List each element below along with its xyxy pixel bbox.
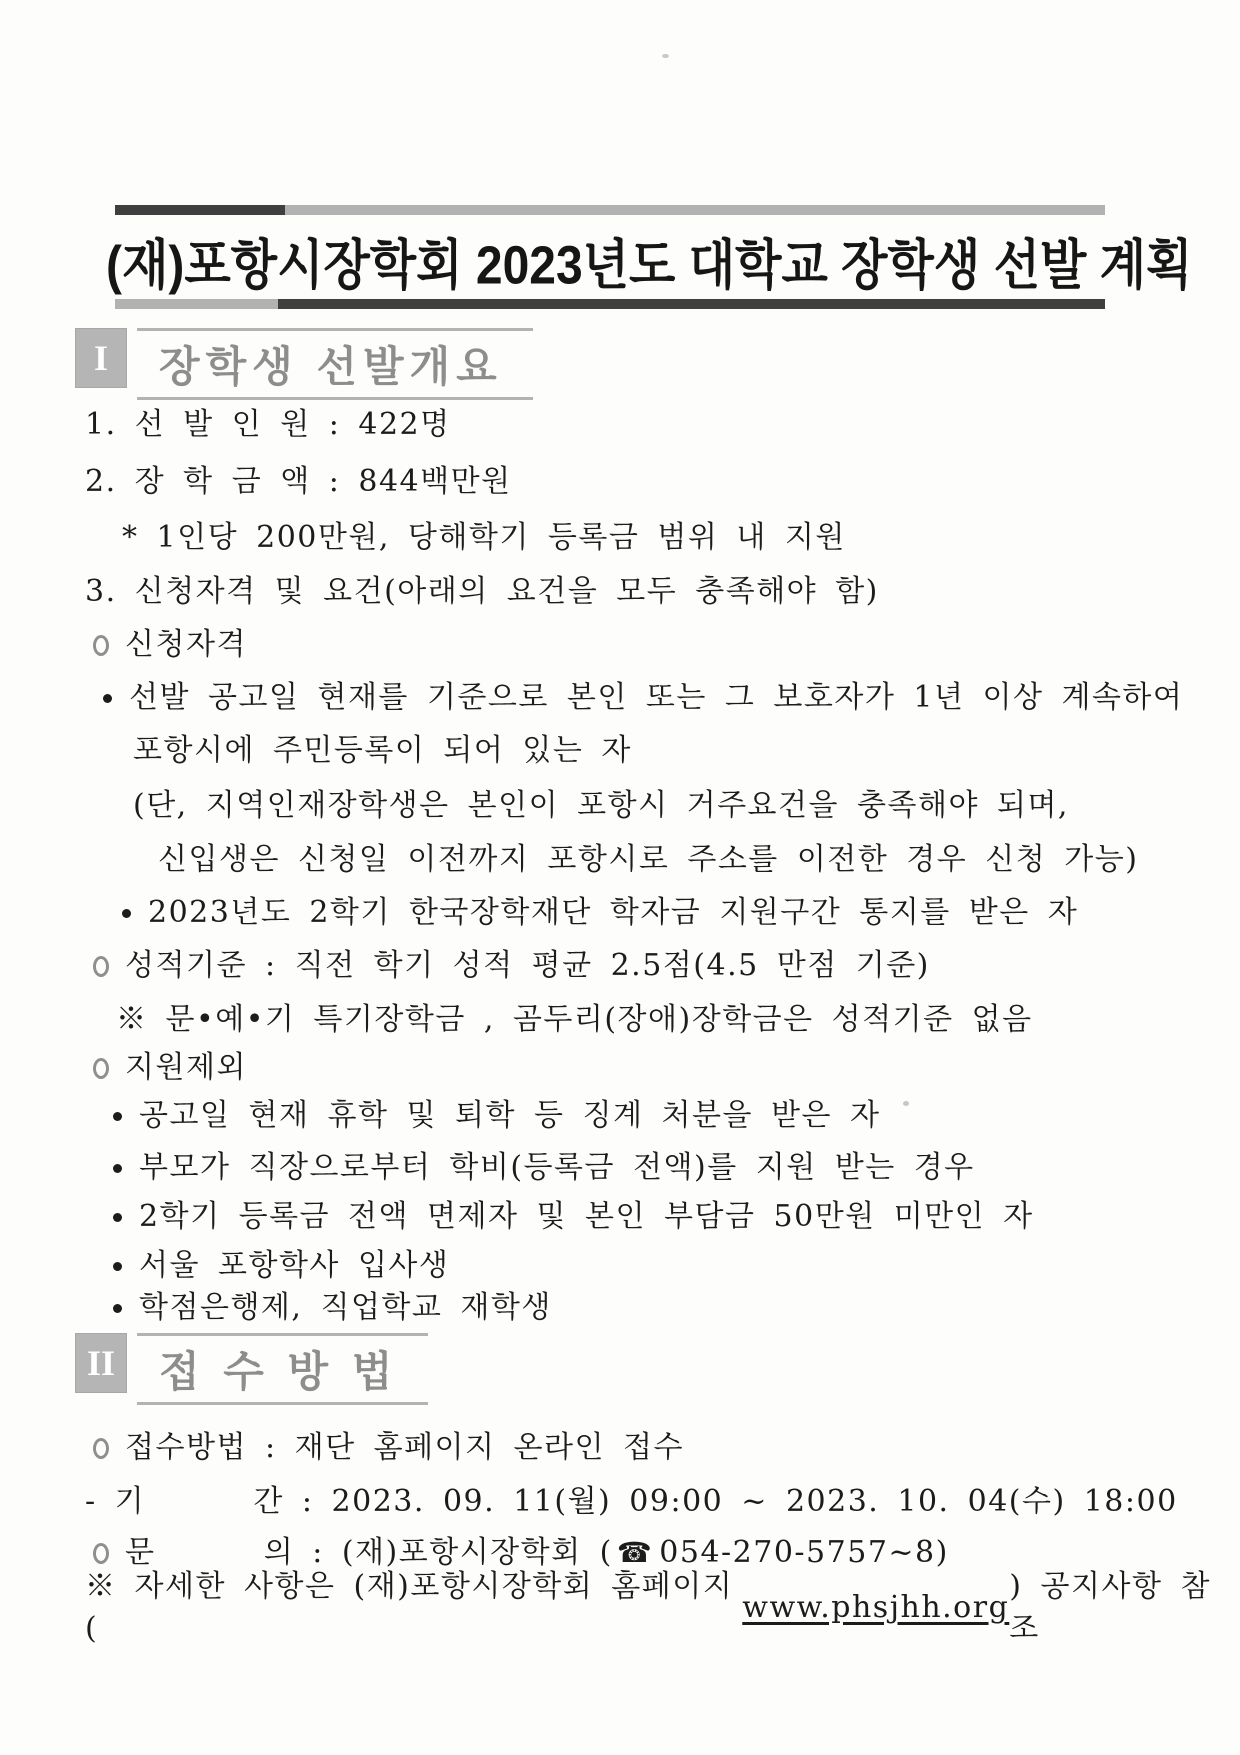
dot-bullet-icon xyxy=(113,1304,122,1313)
note-freshman-address: 신입생은 신청일 이전까지 포항시로 주소를 이전한 경우 신청 가능) xyxy=(158,842,1139,877)
dot-bullet-icon xyxy=(113,1262,122,1271)
website-url: www.phsjhh.org xyxy=(742,1590,1010,1625)
section-1-title: 장학생 선발개요 xyxy=(137,328,533,400)
line-application-period: - 기 간 : 2023. 09. 11(월) 09:00 ~ 2023. 10. 04(수) 18:00 xyxy=(85,1484,1178,1519)
bullet-disciplinary-action: 공고일 현재 휴학 및 퇴학 등 징계 처분을 받은 자 xyxy=(113,1095,880,1137)
bullet-residency-continuation: 포항시에 주민등록이 되어 있는 자 xyxy=(133,733,632,768)
section-2-title: 접 수 방 법 xyxy=(137,1333,428,1405)
circle-bullet-icon xyxy=(93,635,109,656)
section-1-numeral: I xyxy=(75,328,127,388)
telephone-icon: ☎ xyxy=(616,1536,654,1569)
scan-speck xyxy=(903,1101,909,1106)
list-item-selection-count: 1. 선 발 인 원 : 422명 xyxy=(85,407,451,442)
note-regional-talent: (단, 지역인재장학생은 본인이 포항시 거주요건을 충족해야 되며, xyxy=(133,788,1069,823)
footer-reference-note: ※ 자세한 사항은 (재)포항시장학회 홈페이지( www.phsjhh.org ) 공지사항 참조 xyxy=(85,1569,1211,1646)
section-2-numeral: II xyxy=(75,1333,127,1393)
section-2-header xyxy=(75,1333,428,1405)
dot-bullet-icon xyxy=(103,694,112,703)
phone-number: 054-270-5757~8 xyxy=(659,1535,936,1570)
bullet-credit-bank: 학점은행제, 직업학교 재학생 xyxy=(113,1287,552,1329)
document-title: (재)포항시장학회 2023년도 대학교 장학생 선발 계획 xyxy=(106,236,1193,296)
title-top-rule xyxy=(115,205,1105,215)
subheading-eligibility: 신청자격 xyxy=(93,624,247,666)
dot-bullet-icon xyxy=(113,1112,122,1121)
subheading-application-method: 접수방법 : 재단 홈페이지 온라인 접수 xyxy=(93,1427,684,1469)
bullet-tuition-exemption: 2학기 등록금 전액 면제자 및 본인 부담금 50만원 미만인 자 xyxy=(113,1196,1034,1238)
dot-bullet-icon xyxy=(113,1164,122,1173)
subheading-grade-criteria: 성적기준 : 직전 학기 성적 평균 2.5점(4.5 만점 기준) xyxy=(93,945,930,987)
scan-speck xyxy=(662,54,669,58)
list-item-scholarship-amount: 2. 장 학 금 액 : 844백만원 xyxy=(85,464,512,499)
bullet-residency-requirement: 선발 공고일 현재를 기준으로 본인 또는 그 보호자가 1년 이상 계속하여 xyxy=(103,677,1183,719)
circle-bullet-icon xyxy=(93,1543,109,1564)
dot-bullet-icon xyxy=(122,909,131,918)
note-no-grade-criteria: ※ 문•예•기 특기장학금 , 곰두리(장애)장학금은 성적기준 없음 xyxy=(116,1002,1033,1037)
rule-light-segment xyxy=(115,299,278,309)
list-item-eligibility: 3. 신청자격 및 요건(아래의 요건을 모두 충족해야 함) xyxy=(85,574,879,609)
dot-bullet-icon xyxy=(113,1213,122,1222)
section-1-header xyxy=(75,328,533,400)
circle-bullet-icon xyxy=(93,956,109,977)
circle-bullet-icon xyxy=(93,1058,109,1079)
circle-bullet-icon xyxy=(93,1438,109,1459)
bullet-parent-employer-support: 부모가 직장으로부터 학비(등록금 전액)를 지원 받는 경우 xyxy=(113,1147,975,1189)
title-bottom-rule xyxy=(115,299,1105,309)
note-per-person-amount: * 1인당 200만원, 당해학기 등록금 범위 내 지원 xyxy=(122,520,846,555)
rule-dark-segment xyxy=(278,299,1105,309)
subheading-exclusions: 지원제외 xyxy=(93,1047,247,1089)
bullet-kosaf-notice: 2023년도 2학기 한국장학재단 학자금 지원구간 통지를 받은 자 xyxy=(122,892,1078,934)
line-contact: 문 의 : (재)포항시장학회 ( ☎ 054-270-5757~8 ) xyxy=(93,1532,949,1574)
bullet-seoul-dormitory: 서울 포항학사 입사생 xyxy=(113,1245,449,1287)
rule-dark-segment xyxy=(115,205,285,215)
rule-light-segment xyxy=(285,205,1105,215)
